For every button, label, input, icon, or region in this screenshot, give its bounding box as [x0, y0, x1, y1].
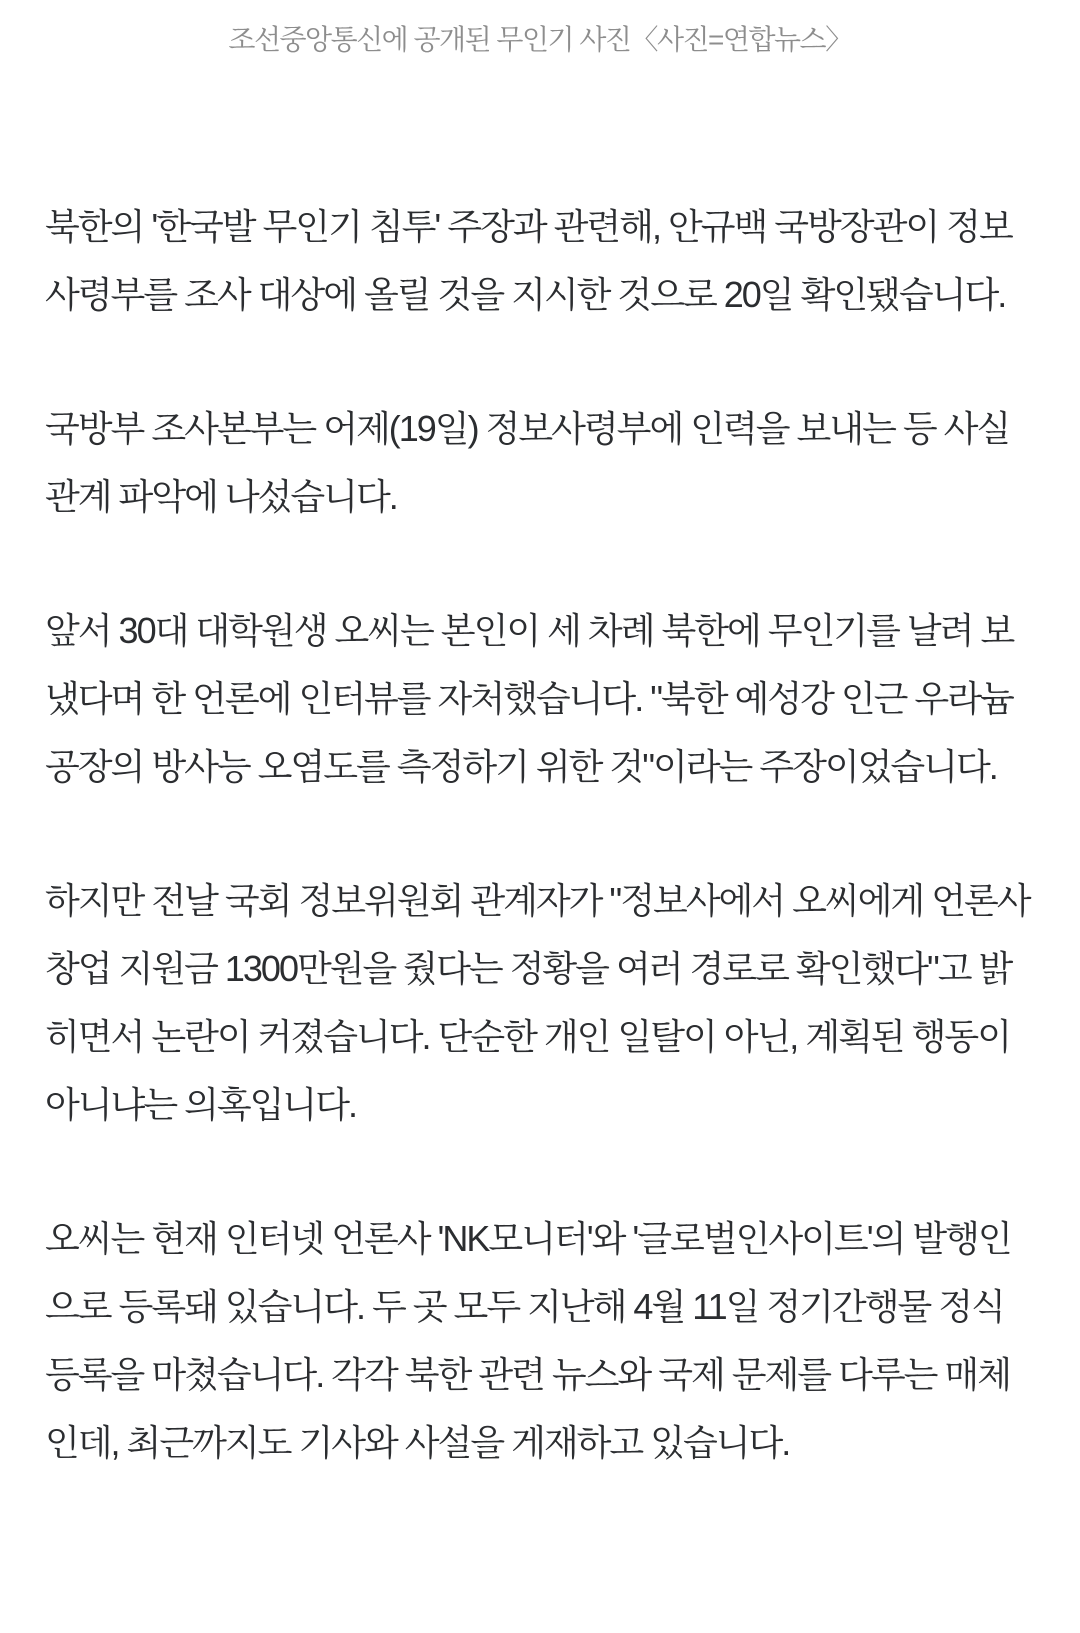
photo-caption: 조선중앙통신에 공개된 무인기 사진〈사진=연합뉴스〉: [228, 24, 852, 55]
article-paragraph-2: 국방부 조사본부는 어제(19일) 정보사령부에 인력을 보내는 등 사실관계 파악에 나섰습니다.: [45, 408, 1010, 517]
article-body: [0, 193, 1080, 1477]
article-paragraph-1: 북한의 '한국발 무인기 침투' 주장과 관련해, 안규백 국방장관이 정보사령부를 조사 대상에 올릴 것을 지시한 것으로 20일 확인됐습니다.: [45, 206, 1012, 315]
article-paragraph-5: 오씨는 현재 인터넷 언론사 'NK모니터'와 '글로벌인사이트'의 발행인으로 등록돼 있습니다. 두 곳 모두 지난해 4월 11일 정기간행물 정식 등록을 마쳤습니다. 각각 북한 관련 뉴스와 국제 문제를 다루는 매체인데, 최근까지도 기사와 사설을 게재하고 있습니다.: [45, 1218, 1011, 1463]
article-paragraph-4: 하지만 전날 국회 정보위원회 관계자가 "정보사에서 오씨에게 언론사 창업 지원금 1300만원을 줬다는 정황을 여러 경로로 확인했다"고 밝히면서 논란이 커졌습니다. 단순한 개인 일탈이 아닌, 계획된 행동이 아니냐는 의혹입니다.: [45, 880, 1030, 1125]
article-paragraph-3: 앞서 30대 대학원생 오씨는 본인이 세 차례 북한에 무인기를 날려 보냈다며 한 언론에 인터뷰를 자처했습니다. "북한 예성강 인근 우라늄 공장의 방사능 오염도를 측정하기 위한 것"이라는 주장이었습니다.: [45, 610, 1014, 787]
